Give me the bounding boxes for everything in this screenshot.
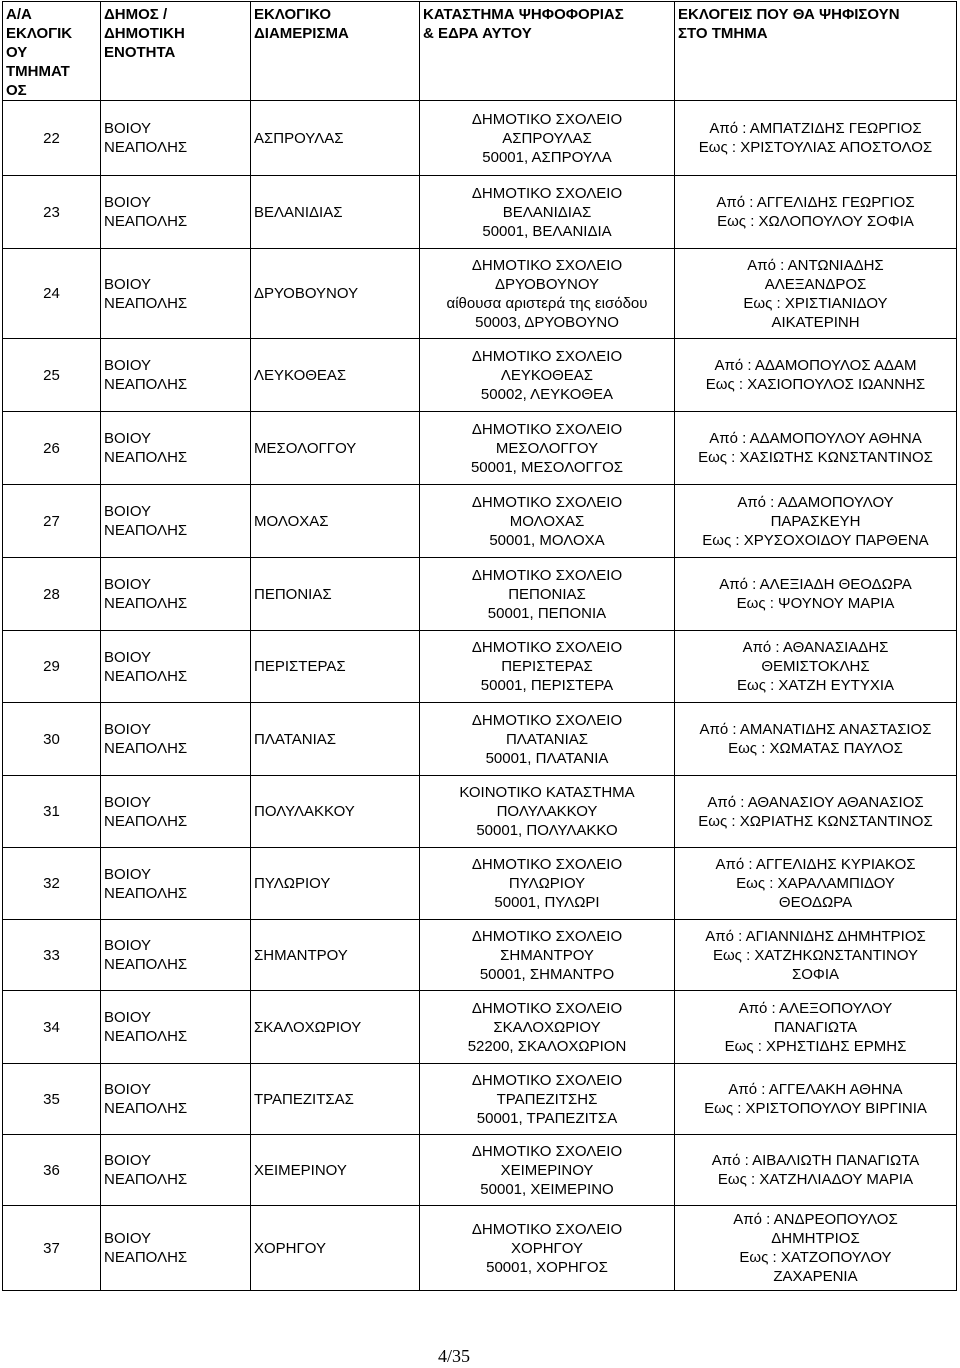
polling-station-cell: ΔΗΜΟΤΙΚΟ ΣΧΟΛΕΙΟ ΠΛΑΤΑΝΙΑΣ 50001, ΠΛΑΤΑΝΙΑ (420, 703, 675, 776)
table-row (3, 485, 957, 558)
polling-station-cell: ΔΗΜΟΤΙΚΟ ΣΧΟΛΕΙΟ ΜΟΛΟΧΑΣ 50001, ΜΟΛΟΧΑ (420, 485, 675, 558)
district-cell: ΔΡΥΟΒΟΥΝΟΥ (251, 249, 420, 339)
section-number: 27 (3, 485, 101, 558)
table-row (3, 1064, 957, 1135)
header-electoral-district: ΕΚΛΟΓΙΚΟ ΔΙΑΜΕΡΙΣΜΑ (251, 2, 420, 101)
polling-station-cell: ΔΗΜΟΤΙΚΟ ΣΧΟΛΕΙΟ ΣΗΜΑΝΤΡΟΥ 50001, ΣΗΜΑΝΤΡΟ (420, 920, 675, 991)
district-cell: ΠΕΡΙΣΤΕΡΑΣ (251, 631, 420, 703)
municipality-cell: ΒΟΙΟΥ ΝΕΑΠΟΛΗΣ (101, 339, 251, 412)
district-cell: ΣΗΜΑΝΤΡΟΥ (251, 920, 420, 991)
section-number: 30 (3, 703, 101, 776)
section-number: 35 (3, 1064, 101, 1135)
polling-station-cell: ΔΗΜΟΤΙΚΟ ΣΧΟΛΕΙΟ ΠΕΡΙΣΤΕΡΑΣ 50001, ΠΕΡΙΣΤΕΡΑ (420, 631, 675, 703)
voters-range-cell: Από : ΑΙΒΑΛΙΩΤΗ ΠΑΝΑΓΙΩΤΑ Εως : ΧΑΤΖΗΛΙΑΔΟΥ ΜΑΡΙΑ (675, 1135, 957, 1206)
table-row (3, 920, 957, 991)
voters-range-cell: Από : ΑΜΠΑΤΖΙΔΗΣ ΓΕΩΡΓΙΟΣ Εως : ΧΡΙΣΤΟΥΛΙΑΣ ΑΠΟΣΤΟΛΟΣ (675, 101, 957, 176)
table-row (3, 1135, 957, 1206)
municipality-cell: ΒΟΙΟΥ ΝΕΑΠΟΛΗΣ (101, 776, 251, 848)
municipality-cell: ΒΟΙΟΥ ΝΕΑΠΟΛΗΣ (101, 1064, 251, 1135)
voters-range-cell: Από : ΑΓΓΕΛΙΔΗΣ ΓΕΩΡΓΙΟΣ Εως : ΧΩΛΟΠΟΥΛΟΥ ΣΟΦΙΑ (675, 176, 957, 249)
municipality-cell: ΒΟΙΟΥ ΝΕΑΠΟΛΗΣ (101, 848, 251, 920)
polling-station-cell: ΔΗΜΟΤΙΚΟ ΣΧΟΛΕΙΟ ΒΕΛΑΝΙΔΙΑΣ 50001, ΒΕΛΑΝΙΔΙΑ (420, 176, 675, 249)
voters-range-cell: Από : ΑΝΔΡΕΟΠΟΥΛΟΣ ΔΗΜΗΤΡΙΟΣ Εως : ΧΑΤΖΟΠΟΥΛΟΥ ΖΑΧΑΡΕΝΙΑ (675, 1206, 957, 1291)
polling-station-cell: ΔΗΜΟΤΙΚΟ ΣΧΟΛΕΙΟ ΑΣΠΡΟΥΛΑΣ 50001, ΑΣΠΡΟΥΛΑ (420, 101, 675, 176)
polling-station-cell: ΔΗΜΟΤΙΚΟ ΣΧΟΛΕΙΟ ΛΕΥΚΟΘΕΑΣ 50002, ΛΕΥΚΟΘΕΑ (420, 339, 675, 412)
district-cell: ΠΥΛΩΡΙΟΥ (251, 848, 420, 920)
table-row (3, 848, 957, 920)
table-row (3, 558, 957, 631)
polling-station-cell: ΔΗΜΟΤΙΚΟ ΣΧΟΛΕΙΟ ΠΕΠΟΝΙΑΣ 50001, ΠΕΠΟΝΙΑ (420, 558, 675, 631)
polling-station-cell: ΔΗΜΟΤΙΚΟ ΣΧΟΛΕΙΟ ΧΕΙΜΕΡΙΝΟΥ 50001, ΧΕΙΜΕΡΙΝΟ (420, 1135, 675, 1206)
voters-range-cell: Από : ΑΛΕΞΟΠΟΥΛΟΥ ΠΑΝΑΓΙΩΤΑ Εως : ΧΡΗΣΤΙΔΗΣ ΕΡΜΗΣ (675, 991, 957, 1064)
polling-station-cell: ΔΗΜΟΤΙΚΟ ΣΧΟΛΕΙΟ ΜΕΣΟΛΟΓΓΟΥ 50001, ΜΕΣΟΛΟΓΓΟΣ (420, 412, 675, 485)
municipality-cell: ΒΟΙΟΥ ΝΕΑΠΟΛΗΣ (101, 920, 251, 991)
voters-range-cell: Από : ΑΓΓΕΛΙΔΗΣ ΚΥΡΙΑΚΟΣ Εως : ΧΑΡΑΛΑΜΠΙΔΟΥ ΘΕΟΔΩΡΑ (675, 848, 957, 920)
voters-range-cell: Από : ΑΘΑΝΑΣΙΑΔΗΣ ΘΕΜΙΣΤΟΚΛΗΣ Εως : ΧΑΤΖΗ ΕΥΤΥΧΙΑ (675, 631, 957, 703)
district-cell: ΧΕΙΜΕΡΙΝΟΥ (251, 1135, 420, 1206)
section-number: 22 (3, 101, 101, 176)
district-cell: ΜΟΛΟΧΑΣ (251, 485, 420, 558)
polling-station-cell: ΔΗΜΟΤΙΚΟ ΣΧΟΛΕΙΟ ΤΡΑΠΕΖΙΤΣΗΣ 50001, ΤΡΑΠΕΖΙΤΣΑ (420, 1064, 675, 1135)
district-cell: ΠΛΑΤΑΝΙΑΣ (251, 703, 420, 776)
table-row (3, 412, 957, 485)
header-row (3, 2, 957, 101)
page-number: 4/35 (437, 1346, 470, 1366)
table-row (3, 249, 957, 339)
section-number: 24 (3, 249, 101, 339)
district-cell: ΜΕΣΟΛΟΓΓΟΥ (251, 412, 420, 485)
header-section-number: Α/Α ΕΚΛΟΓΙΚ ΟΥ ΤΜΗΜΑΤ ΟΣ (3, 2, 101, 101)
polling-station-cell: ΔΗΜΟΤΙΚΟ ΣΧΟΛΕΙΟ ΣΚΑΛΟΧΩΡΙΟΥ 52200, ΣΚΑΛΟΧΩΡΙΟΝ (420, 991, 675, 1064)
municipality-cell: ΒΟΙΟΥ ΝΕΑΠΟΛΗΣ (101, 631, 251, 703)
section-number: 36 (3, 1135, 101, 1206)
polling-station-cell: ΔΗΜΟΤΙΚΟ ΣΧΟΛΕΙΟ ΧΟΡΗΓΟΥ 50001, ΧΟΡΗΓΟΣ (420, 1206, 675, 1291)
polling-station-cell: ΔΗΜΟΤΙΚΟ ΣΧΟΛΕΙΟ ΔΡΥΟΒΟΥΝΟΥ αίθουσα αριστερά της εισόδου 50003, ΔΡΥΟΒΟΥΝΟ (420, 249, 675, 339)
voters-range-cell: Από : ΑΝΤΩΝΙΑΔΗΣ ΑΛΕΞΑΝΔΡΟΣ Εως : ΧΡΙΣΤΙΑΝΙΔΟΥ ΑΙΚΑΤΕΡΙΝΗ (675, 249, 957, 339)
municipality-cell: ΒΟΙΟΥ ΝΕΑΠΟΛΗΣ (101, 991, 251, 1064)
section-number: 37 (3, 1206, 101, 1291)
district-cell: ΠΕΠΟΝΙΑΣ (251, 558, 420, 631)
municipality-cell: ΒΟΙΟΥ ΝΕΑΠΟΛΗΣ (101, 101, 251, 176)
municipality-cell: ΒΟΙΟΥ ΝΕΑΠΟΛΗΣ (101, 703, 251, 776)
header-polling-station: ΚΑΤΑΣΤΗΜΑ ΨΗΦΟΦΟΡΙΑΣ & ΕΔΡΑ ΑΥΤΟΥ (420, 2, 675, 101)
section-number: 34 (3, 991, 101, 1064)
section-number: 31 (3, 776, 101, 848)
polling-stations-table (2, 1, 957, 1291)
voters-range-cell: Από : ΑΔΑΜΟΠΟΥΛΟΥ ΠΑΡΑΣΚΕΥΗ Εως : ΧΡΥΣΟΧΟΙΔΟΥ ΠΑΡΘΕΝΑ (675, 485, 957, 558)
table-row (3, 339, 957, 412)
table-row (3, 176, 957, 249)
municipality-cell: ΒΟΙΟΥ ΝΕΑΠΟΛΗΣ (101, 249, 251, 339)
voters-range-cell: Από : ΑΔΑΜΟΠΟΥΛΟΥ ΑΘΗΝΑ Εως : ΧΑΣΙΩΤΗΣ ΚΩΝΣΤΑΝΤΙΝΟΣ (675, 412, 957, 485)
municipality-cell: ΒΟΙΟΥ ΝΕΑΠΟΛΗΣ (101, 1135, 251, 1206)
polling-station-cell: ΔΗΜΟΤΙΚΟ ΣΧΟΛΕΙΟ ΠΥΛΩΡΙΟΥ 50001, ΠΥΛΩΡΙ (420, 848, 675, 920)
municipality-cell: ΒΟΙΟΥ ΝΕΑΠΟΛΗΣ (101, 558, 251, 631)
district-cell: ΑΣΠΡΟΥΛΑΣ (251, 101, 420, 176)
voters-range-cell: Από : ΑΔΑΜΟΠΟΥΛΟΣ ΑΔΑΜ Εως : ΧΑΣΙΟΠΟΥΛΟΣ ΙΩΑΝΝΗΣ (675, 339, 957, 412)
voters-range-cell: Από : ΑΓΓΕΛΑΚΗ ΑΘΗΝΑ Εως : ΧΡΙΣΤΟΠΟΥΛΟΥ ΒΙΡΓΙΝΙΑ (675, 1064, 957, 1135)
voters-range-cell: Από : ΑΜΑΝΑΤΙΔΗΣ ΑΝΑΣΤΑΣΙΟΣ Εως : ΧΩΜΑΤΑΣ ΠΑΥΛΟΣ (675, 703, 957, 776)
section-number: 29 (3, 631, 101, 703)
section-number: 26 (3, 412, 101, 485)
section-number: 25 (3, 339, 101, 412)
polling-station-cell: ΚΟΙΝΟΤΙΚΟ ΚΑΤΑΣΤΗΜΑ ΠΟΛΥΛΑΚΚΟΥ 50001, ΠΟΛΥΛΑΚΚΟ (420, 776, 675, 848)
header-municipality: ΔΗΜΟΣ / ΔΗΜΟΤΙΚΗ ΕΝΟΤΗΤΑ (101, 2, 251, 101)
district-cell: ΣΚΑΛΟΧΩΡΙΟΥ (251, 991, 420, 1064)
municipality-cell: ΒΟΙΟΥ ΝΕΑΠΟΛΗΣ (101, 1206, 251, 1291)
district-cell: ΤΡΑΠΕΖΙΤΣΑΣ (251, 1064, 420, 1135)
section-number: 33 (3, 920, 101, 991)
table-row (3, 991, 957, 1064)
voters-range-cell: Από : ΑΛΕΞΙΑΔΗ ΘΕΟΔΩΡΑ Εως : ΨΟΥΝΟΥ ΜΑΡΙΑ (675, 558, 957, 631)
header-voters: ΕΚΛΟΓΕΙΣ ΠΟΥ ΘΑ ΨΗΦΙΣΟΥΝ ΣΤΟ ΤΜΗΜΑ (675, 2, 957, 101)
table-row (3, 101, 957, 176)
district-cell: ΧΟΡΗΓΟΥ (251, 1206, 420, 1291)
municipality-cell: ΒΟΙΟΥ ΝΕΑΠΟΛΗΣ (101, 485, 251, 558)
voters-range-cell: Από : ΑΘΑΝΑΣΙΟΥ ΑΘΑΝΑΣΙΟΣ Εως : ΧΩΡΙΑΤΗΣ ΚΩΝΣΤΑΝΤΙΝΟΣ (675, 776, 957, 848)
district-cell: ΛΕΥΚΟΘΕΑΣ (251, 339, 420, 412)
municipality-cell: ΒΟΙΟΥ ΝΕΑΠΟΛΗΣ (101, 176, 251, 249)
municipality-cell: ΒΟΙΟΥ ΝΕΑΠΟΛΗΣ (101, 412, 251, 485)
district-cell: ΒΕΛΑΝΙΔΙΑΣ (251, 176, 420, 249)
table-row (3, 703, 957, 776)
voters-range-cell: Από : ΑΓΙΑΝΝΙΔΗΣ ΔΗΜΗΤΡΙΟΣ Εως : ΧΑΤΖΗΚΩΝΣΤΑΝΤΙΝΟΥ ΣΟΦΙΑ (675, 920, 957, 991)
section-number: 23 (3, 176, 101, 249)
table-row (3, 776, 957, 848)
section-number: 32 (3, 848, 101, 920)
district-cell: ΠΟΛΥΛΑΚΚΟΥ (251, 776, 420, 848)
table-row (3, 1206, 957, 1291)
table-row (3, 631, 957, 703)
section-number: 28 (3, 558, 101, 631)
